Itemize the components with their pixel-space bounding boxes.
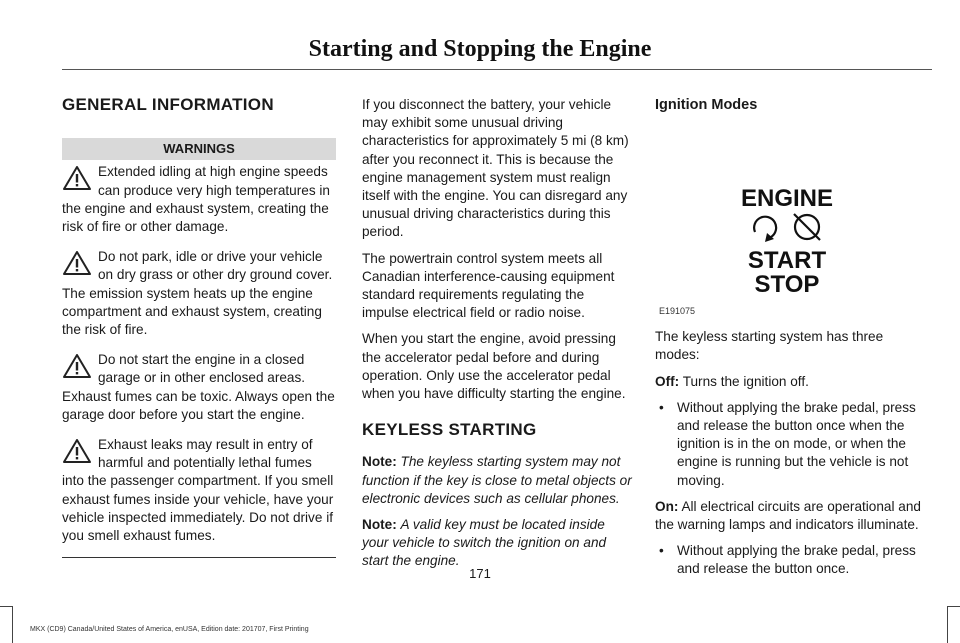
mode-on: [655, 498, 931, 534]
column-battery-keyless: [362, 96, 632, 579]
engine-start-stop-figure: [655, 114, 931, 317]
bullet-marker: •: [659, 543, 664, 559]
crossed-circle-icon: [794, 214, 820, 240]
column-ignition-modes: [655, 96, 931, 587]
figure-id: E191075: [659, 306, 696, 317]
mode-label-on: On:: [655, 498, 679, 514]
warning-triangle-icon: [62, 353, 92, 379]
engine-start-stop-button-illustration: [655, 114, 931, 314]
mode-off: [655, 373, 931, 391]
page-title: Starting and Stopping the Engine: [308, 36, 652, 62]
section-heading-keyless-starting: KEYLESS STARTING: [362, 420, 537, 440]
paragraph-battery: If you disconnect the battery, your vehicle may exhibit some unusual driving characteristics for approximately 5 mi (8 km) after you reconnect it. This is because the engine management system must realign itself with the engine. You can disregard any unusual driving characteristics during this period.: [362, 97, 629, 240]
list-item: [655, 399, 931, 490]
rotate-arrow-icon: [754, 217, 776, 242]
bullet-marker: •: [659, 399, 664, 415]
note-text: The keyless starting system may not function if the key is close to metal objects or electronic devices such as cellular phones.: [362, 454, 632, 506]
warning-triangle-icon: [62, 438, 92, 464]
warning-item: [62, 248, 336, 339]
warning-item: [62, 436, 336, 545]
note-text: A valid key must be located inside your vehicle to switch the ignition on and start the engine.: [362, 517, 607, 569]
warning-text: Extended idling at high engine speeds can produce very high temperatures in the engine and exhaust system, creating the risk of fire or other damage.: [62, 164, 330, 235]
list-item-text: Without applying the brake pedal, press and release the button once when the ignition is in the on mode, or when the engine is running but the vehicle is not moving.: [677, 399, 916, 488]
warning-triangle-icon: [62, 250, 92, 276]
mode-text-on: All electrical circuits are operational and the warning lamps and indicators illuminate.: [655, 498, 921, 533]
warning-triangle-icon: [62, 165, 92, 191]
warning-item: [62, 163, 336, 236]
crop-mark: [947, 606, 948, 643]
warnings-title: WARNINGS: [62, 138, 336, 160]
note-metal-objects: [362, 453, 632, 508]
mode-label-off: Off:: [655, 373, 680, 389]
footer-edition-info: MKX (CD9) Canada/United States of America, enUSA, Edition date: 201707, First Printing: [30, 626, 309, 633]
subsection-heading-ignition-modes: Ignition Modes: [655, 97, 758, 113]
paragraph-modes-intro: The keyless starting system has three modes:: [655, 329, 884, 363]
section-heading-general-information: GENERAL INFORMATION: [62, 95, 274, 114]
list-item-text: Without applying the brake pedal, press and release the button once.: [677, 543, 916, 577]
page-number: 171: [469, 566, 491, 581]
figure-label-stop: STOP: [754, 271, 820, 299]
warning-text: Do not start the engine in a closed garage or in other enclosed areas. Exhaust fumes can be toxic. Always open the garage door before you start the engine.: [62, 352, 335, 422]
mode-text-off: Turns the ignition off.: [682, 373, 809, 389]
warning-text: Exhaust leaks may result in entry of harmful and potentially lethal fumes into the passenger compartment. If you smell exhaust fumes inside your vehicle, have your vehicle inspected immediately. Do not drive if you smell exhaust fumes.: [62, 437, 334, 544]
warning-text: Do not park, idle or drive your vehicle on dry grass or other dry ground cover. The emission system heats up the engine compartment and exhaust system, creating the risk of fire.: [62, 249, 333, 338]
warning-item: [62, 351, 336, 424]
paragraph-powertrain: The powertrain control system meets all Canadian interference-causing equipment standard requirements regulating the impulse electrical field or radio noise.: [362, 250, 615, 321]
note-label: Note:: [362, 454, 397, 470]
crop-mark: [12, 606, 13, 643]
crop-mark: [947, 606, 960, 607]
figure-label-engine: ENGINE: [740, 185, 834, 213]
crop-mark: [0, 606, 13, 607]
warnings-end-rule: [62, 557, 336, 558]
column-general-information: [62, 96, 336, 558]
header-rule: [62, 69, 932, 70]
figure-label-start: START: [747, 247, 827, 275]
paragraph-accelerator: When you start the engine, avoid pressing the accelerator pedal before and during operation. Only use the accelerator pedal when you have difficulty starting the engine.: [362, 331, 626, 402]
note-label: Note:: [362, 517, 397, 533]
note-valid-key: [362, 516, 632, 571]
